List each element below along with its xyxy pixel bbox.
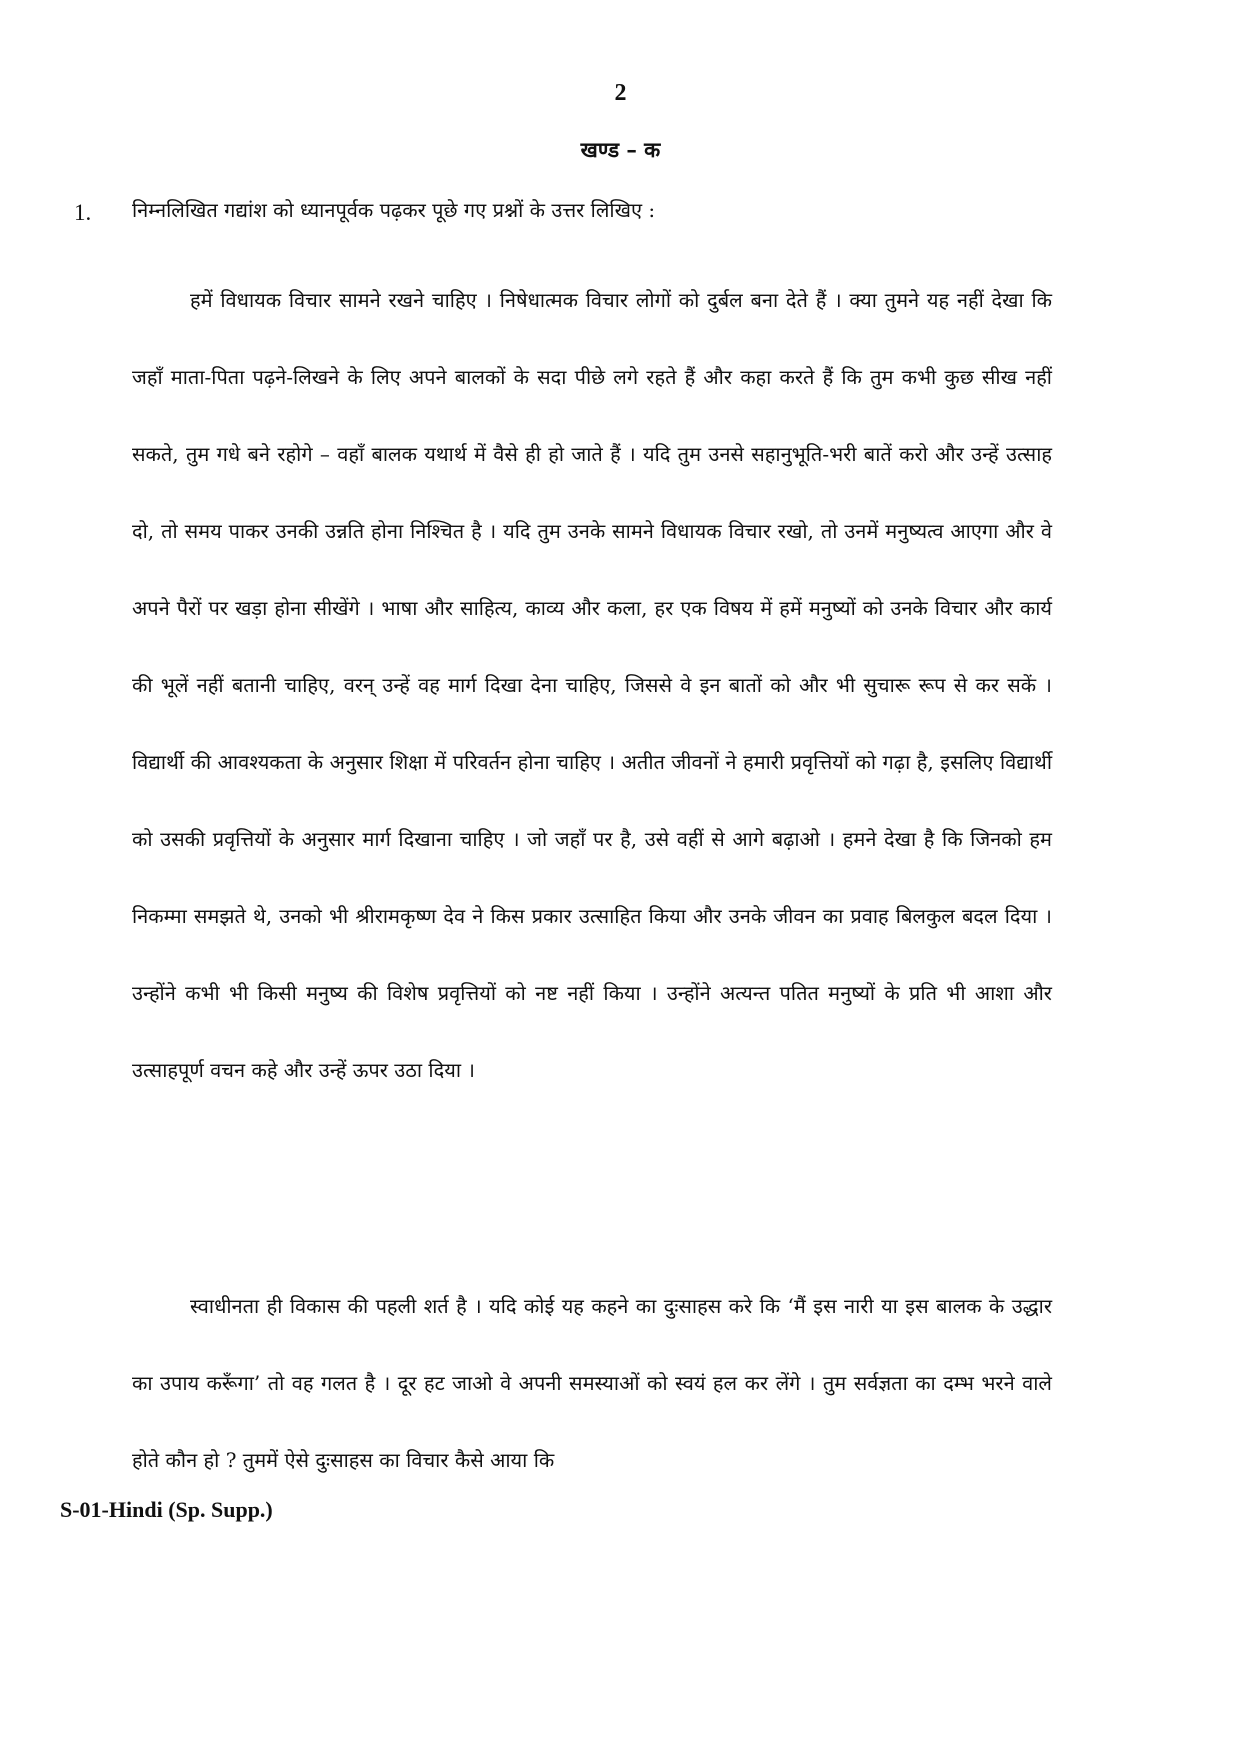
passage-paragraph-2: स्वाधीनता ही विकास की पहली शर्त है । यदि कोई यह कहने का दुःसाहस करे कि ‘मैं इस नारी या इस बालक के उद्धार का उपाय करूँगा’ तो वह गलत है । दूर हट जाओ वे अपनी समस्याओं को स्वयं हल कर लेंगे । तुम सर्वज्ञता का दम्भ भरने वाले होते कौन हो ? तुममें ऐसे दुःसाहस का विचार कैसे आया कि [132, 1294, 1052, 1472]
question-instruction: निम्नलिखित गद्यांश को ध्यानपूर्वक पढ़कर पूछे गए प्रश्नों के उत्तर लिखिए : [132, 198, 656, 222]
section-heading: खण्ड – क [580, 137, 661, 162]
page-number: 2 [614, 80, 627, 106]
passage-paragraph-1: हमें विधायक विचार सामने रखने चाहिए । निषेधात्मक विचार लोगों को दुर्बल बना देते हैं । क्या तुमने यह नहीं देखा कि जहाँ माता-पिता पढ़ने-लिखने के लिए अपने बालकों के सदा पीछे लगे रहते हैं और कहा करते हैं कि तुम कभी कुछ सीख नहीं सकते, तुम गधे बने रहोगे – वहाँ बालक यथार्थ में वैसे ही हो जाते हैं । यदि तुम उनसे सहानुभूति-भरी बातें करो और उन्हें उत्साह दो, तो समय पाकर उनकी उन्नति होना निश्चित है । यदि तुम उनके सामने विधायक विचार रखो, तो उनमें मनुष्यत्व आएगा और वे अपने पैरों पर खड़ा होना सीखेंगे । भाषा और साहित्य, काव्य और कला, हर एक विषय में हमें मनुष्यों को उनके विचार और कार्य की भूलें नहीं बतानी चाहिए, वरन् उन्हें वह मार्ग दिखा देना चाहिए, जिससे वे इन बातों को और भी सुचारू रूप से कर सकें । विद्यार्थी की आवश्यकता के अनुसार शिक्षा में परिवर्तन होना चाहिए । अतीत जीवनों ने हमारी प्रवृत्तियों को गढ़ा है, इसलिए विद्यार्थी को उसकी प्रवृत्तियों के अनुसार मार्ग दिखाना चाहिए । जो जहाँ पर है, उसे वहीं से आगे बढ़ाओ । हमने देखा है कि जिनको हम निकम्मा समझते थे, उनको भी श्रीरामकृष्ण देव ने किस प्रकार उत्साहित किया और उनके जीवन का प्रवाह बिलकुल बदल दिया । उन्होंने कभी भी किसी मनुष्य की विशेष प्रवृत्तियों को नष्ट नहीं किया । उन्होंने अत्यन्त पतित मनुष्यों के प्रति भी आशा और उत्साहपूर्ण वचन कहे और उन्हें ऊपर उठा दिया । [132, 288, 1052, 1082]
paper-code: S-01-Hindi (Sp. Supp.) [60, 1497, 273, 1522]
question-number: 1. [74, 200, 92, 225]
